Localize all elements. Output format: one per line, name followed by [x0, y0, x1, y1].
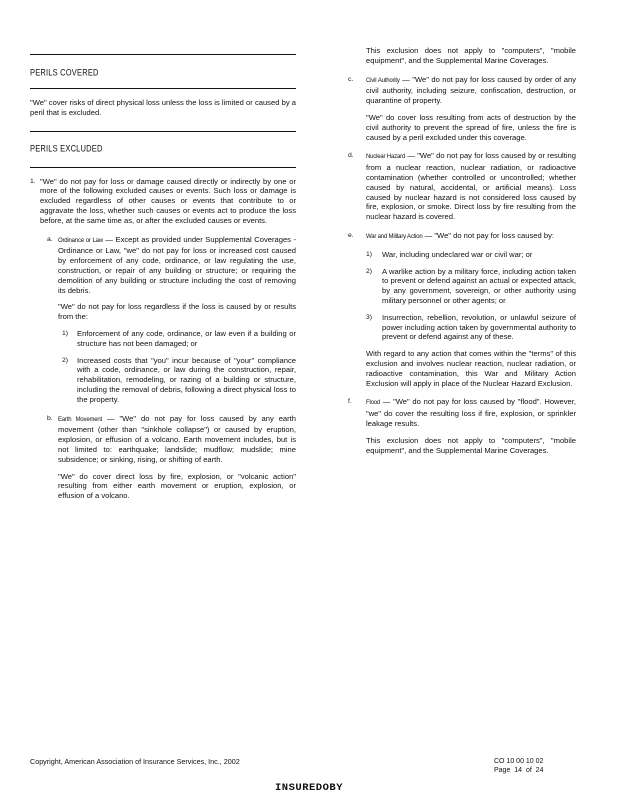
war-sub-1-text: War, including undeclared war or civil war; or — [382, 249, 533, 259]
item-marker: f. — [348, 398, 352, 406]
earth-movement-title: Earth Movement — [58, 416, 103, 423]
ordinance-sub-1-text: Enforcement of any code, ordinance, or law even if a building or structure has not been damaged; or — [77, 328, 296, 348]
exclusion-item-1 — [30, 177, 296, 226]
sub-marker: 3) — [366, 313, 373, 321]
of-label: of — [525, 767, 532, 774]
sub-marker: 1) — [62, 329, 69, 337]
item-marker: b. — [47, 414, 53, 422]
war-title: War and Military Action — [366, 233, 423, 240]
nuclear-hazard-text: Nuclear Hazard — "We" do not pay for loss caused by or resulting from a nuclear reaction, nuclear radiation, or radioactive contamination (whether controlled or uncontrolled; whether caused by natural, accidental, or artificial means). Loss caused by nuclear hazard is not considered loss caused by fire, explosion, or smoke. Direct loss by fire resulting from the nuclear hazard is covered. — [366, 151, 576, 222]
flood-title: Flood — [366, 400, 381, 407]
ordinance-sub-2 — [58, 356, 296, 405]
war-text: War and Military Action — "We" do not pay for loss caused by: — [366, 230, 554, 240]
ordinance-para2: "We" do not pay for loss regardless if the loss is caused by or results from the: — [58, 302, 296, 322]
exclusion-e-war-military-action — [344, 231, 576, 388]
nuclear-hazard-title: Nuclear Hazard — [366, 154, 406, 161]
exclusion-f-flood — [344, 397, 576, 455]
war-sub-2-text: A warlike action by a military force, including action taken to prevent or defend against an actual or expected attack, by any government, sovereign, or other authority using military personnel or other agents; or — [382, 266, 576, 305]
flood-para2: This exclusion does not apply to "computers", "mobile equipment", and the Supplemental Marine Coverages. — [366, 435, 576, 455]
war-sub-2 — [366, 267, 576, 306]
left-column — [30, 54, 296, 501]
ordinance-title: Ordinance or Law — [58, 237, 103, 244]
item-marker: e. — [348, 231, 354, 239]
flood-text: Flood — "We" do not pay for loss caused by "flood". However, "we" do cover the resulting loss if fire, explosion, or sprinkler leakage results. — [366, 397, 576, 428]
item-marker: c. — [348, 75, 354, 83]
exclusion-d-nuclear-hazard — [344, 151, 576, 222]
form-number: CO 10 00 10 02 — [494, 758, 544, 765]
sub-marker: 2) — [62, 356, 69, 364]
page-label: Page — [494, 767, 511, 774]
war-para2: With regard to any action that comes within the "terms" of this exclusion and involves nuclear reaction, nuclear radiation, or radioactive contamination, this War and Military Action Exclusion will apply in place of the Nuclear Hazard Exclusion. — [366, 349, 576, 388]
watermark-stamp: INSUREDOBY — [274, 782, 343, 794]
war-sub-3-text: Insurrection, rebellion, revolution, or unlawful seizure of power including action taken by governmental authority to prevent or defend against any of these. — [382, 312, 576, 342]
civil-authority-para2: "We" do cover loss resulting from acts of destruction by the civil authority to prevent the spread of fire, unless the fire is caused by a peril excluded under this coverage. — [366, 112, 576, 142]
ordinance-sub-1 — [58, 329, 296, 349]
item-marker: 1. — [30, 177, 36, 185]
war-sub-3 — [366, 313, 576, 342]
page-number: 14 — [514, 767, 523, 774]
earth-movement-para2: "We" do cover direct loss by fire, explosion, or "volcanic action" resulting from either earth movement or eruption, explosion, or effusion of a volcano. — [58, 471, 296, 501]
right-column — [344, 46, 576, 455]
exclusion-c-civil-authority — [344, 75, 576, 143]
covered-paragraph: "We" cover risks of direct physical loss unless the loss is limited or caused by a peril that is excluded. — [30, 98, 296, 117]
civil-authority-text: Civil Authority — "We" do not pay for loss caused by order of any civil authority, including seizure, confiscation, destruction, or quarantine of property. — [366, 74, 576, 106]
perils-covered-heading: PERILS COVERED — [30, 67, 99, 78]
exclusion-b-earth-movement — [30, 414, 296, 501]
earth-movement-text: Earth Movement — "We" do not pay for loss caused by any earth movement (other than "sinkhole collapse") or caused by eruption, explosion, or effusion of a volcano. Earth movement includes, but is not limited to: earthquake; landslide; mudflow; mudslide; mine subsidence; or sinking, rising, or shifting of earth. — [58, 413, 297, 464]
war-sub-1 — [366, 250, 576, 260]
perils-excluded-heading: PERILS EXCLUDED — [30, 142, 103, 154]
item-marker: d. — [348, 152, 354, 160]
sub-marker: 2) — [366, 267, 373, 275]
page-total: 24 — [535, 767, 544, 774]
exclusion-a-ordinance-or-law — [30, 235, 296, 405]
sub-marker: 1) — [366, 250, 373, 258]
item-1-text: "We" do not pay for loss or damage caused directly or indirectly by one or more of the following excluded causes or events. Such loss or damage is excluded regardless of other causes or events that contribute to or aggravate the loss, whether such causes or events act to produce the loss before, at the same time as, or after the excluded causes or events. — [40, 176, 296, 225]
civil-authority-title: Civil Authority — [366, 77, 400, 84]
form-identifier — [494, 757, 584, 775]
page-indicator — [494, 766, 584, 775]
divider — [30, 167, 296, 168]
ordinance-sub-2-text: Increased costs that "you" incur because of "your" compliance with a code, ordinance, or law during the construction, repair, rehabilitation, remodeling, or razing of a building or structure, including the removal of debris, following a direct physical loss to the property. — [77, 355, 296, 404]
copyright-notice: Copyright, American Association of Insurance Services, Inc., 2002 — [30, 757, 240, 766]
top-exclusion-note: This exclusion does not apply to "computers", "mobile equipment", and the Supplemental Marine Coverages. — [366, 46, 576, 65]
ordinance-text: Ordinance or Law — Except as provided under Supplemental Coverages - Ordinance or Law, "we" do not pay for loss or increased cost caused by enforcement of any code, ordinance, or law regulating the use, construction, or repair of any building or structure; or requiring the demolition of any building or structure including the cost of removing its debris. — [58, 234, 296, 295]
item-marker: a. — [47, 235, 53, 243]
